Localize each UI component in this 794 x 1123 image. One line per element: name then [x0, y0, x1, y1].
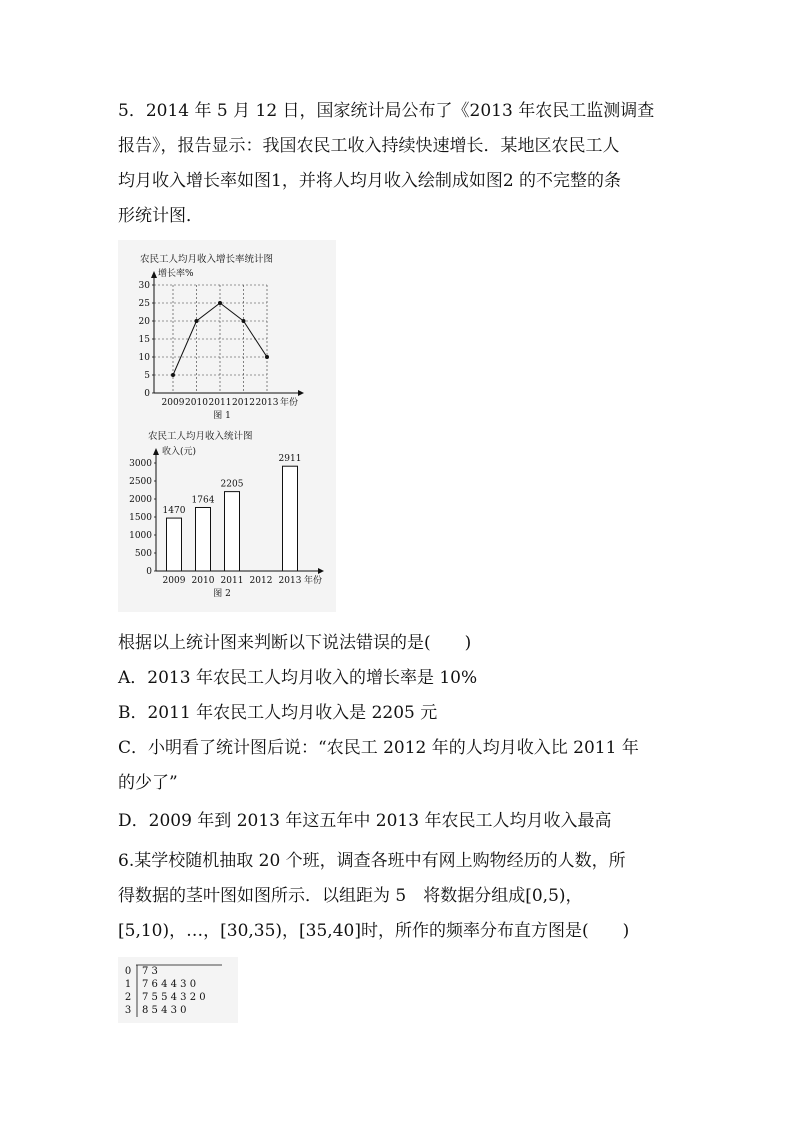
income-bar-chart	[118, 425, 336, 612]
chart1-point-2012	[242, 319, 246, 323]
leaf-values: 7 6 4 4 3 0	[142, 979, 197, 990]
q5-option-d: D．2009 年到 2013 年这五年中 2013 年农民工人均月收入最高	[118, 811, 612, 831]
chart2-x-tick-label: 2010	[191, 576, 215, 586]
chart2-caption: 图 2	[213, 589, 231, 599]
chart2-data-label-2013: 2911	[278, 454, 302, 465]
q6-line-1: 6.某学校随机抽取 20 个班，调查各班中有网上购物经历的人数，所	[118, 851, 626, 871]
q5-option-c-line1: C．小明看了统计图后说：“农民工 2012 年的人均月收入比 2011 年	[118, 738, 639, 758]
chart1-y-tick-label: 10	[138, 353, 150, 363]
chart1-point-2010	[195, 319, 199, 323]
q5-question: 根据以上统计图来判断以下说法错误的是( )	[118, 633, 472, 653]
chart1-y-tick-label: 15	[138, 335, 150, 345]
chart2-xlabel: 年份	[304, 576, 323, 586]
leaf-values: 8 5 4 3 0	[142, 1005, 187, 1016]
chart1-x-tick-label: 2013	[255, 398, 279, 408]
chart1-title: 农民工人均月收入增长率统计图	[140, 254, 274, 265]
chart1-y-tick-label: 0	[144, 389, 150, 399]
leaf-values: 7 5 5 4 3 2 0	[142, 992, 206, 1003]
chart2-title: 农民工人均月收入统计图	[148, 431, 253, 442]
chart1-point-2013	[265, 355, 269, 359]
chart1-y-arrow	[151, 271, 157, 278]
chart2-y-tick-label: 1500	[129, 513, 152, 523]
chart2-x-arrow	[318, 568, 324, 574]
chart2-y-tick-label: 3000	[129, 459, 152, 469]
chart2-y-tick-label: 2500	[129, 477, 152, 487]
chart2-bar-2010	[196, 507, 211, 571]
chart1-x-tick-label: 2011	[208, 398, 232, 408]
stem-value: 0	[124, 966, 132, 977]
stem-leaf-plot	[118, 957, 238, 1023]
chart2-data-label-2011: 2205	[220, 479, 244, 490]
chart2-x-tick-label: 2009	[162, 576, 186, 586]
chart1-point-2011	[218, 301, 222, 305]
chart2-x-tick-label: 2013	[278, 576, 302, 586]
chart1-xlabel: 年份	[280, 398, 299, 408]
q5-option-b: B．2011 年农民工人均月收入是 2205 元	[118, 703, 438, 723]
chart2-bar-2013	[283, 466, 298, 571]
chart1-y-tick-label: 30	[138, 281, 150, 291]
chart2-ylabel: 收入(元)	[162, 447, 197, 457]
stem-value: 1	[124, 979, 132, 990]
growth-rate-chart	[118, 240, 336, 425]
q5-option-a: A．2013 年农民工人均月收入的增长率是 10%	[118, 668, 478, 688]
chart1-y-tick-label: 20	[138, 317, 150, 327]
chart2-bar-2009	[167, 518, 182, 571]
q6-line-3: [5,10)，…，[30,35)，[35,40]时，所作的频率分布直方图是( )	[118, 921, 630, 941]
chart2-x-tick-label: 2012	[249, 576, 273, 586]
chart1-caption: 图 1	[213, 411, 231, 421]
chart2-bar-2011	[225, 492, 240, 571]
stem-value: 2	[124, 992, 132, 1003]
chart2-y-tick-label: 1000	[129, 531, 152, 541]
q5-line-1: 5．2014 年 5 月 12 日，国家统计局公布了《2013 年农民工监测调查	[118, 101, 655, 121]
q6-line-2: 得数据的茎叶图如图所示．以组距为 5 将数据分组成[0,5)，	[118, 886, 583, 906]
chart1-x-arrow	[298, 390, 304, 396]
chart2-data-label-2009: 1470	[162, 506, 186, 517]
q5-line-2: 报告》，报告显示：我国农民工收入持续快速增长．某地区农民工人	[118, 136, 620, 156]
q5-line-4: 形统计图．	[118, 206, 203, 226]
chart2-y-tick-label: 2000	[129, 495, 152, 505]
chart1-y-tick-label: 5	[144, 371, 150, 381]
chart2-y-tick-label: 500	[134, 549, 152, 559]
chart2-y-tick-label: 0	[146, 567, 152, 577]
chart1-x-tick-label: 2012	[232, 398, 255, 408]
chart1-y-tick-label: 25	[138, 299, 150, 309]
chart1-point-2009	[171, 373, 175, 377]
q5-figure	[118, 240, 336, 612]
chart2-data-label-2010: 1764	[191, 495, 215, 506]
leaf-values: 7 3	[142, 966, 158, 977]
q5-line-3: 均月收入增长率如图1，并将人均月收入绘制成如图2 的不完整的条	[118, 171, 622, 191]
chart1-x-tick-label: 2010	[185, 398, 208, 408]
stem-value: 3	[124, 1005, 132, 1016]
chart1-x-tick-label: 2009	[161, 398, 185, 408]
chart1-ylabel: 增长率%	[158, 269, 194, 279]
chart2-x-tick-label: 2011	[220, 576, 244, 586]
chart2-y-arrow	[153, 448, 159, 455]
q5-option-c-line2: 的少了”	[118, 773, 178, 793]
